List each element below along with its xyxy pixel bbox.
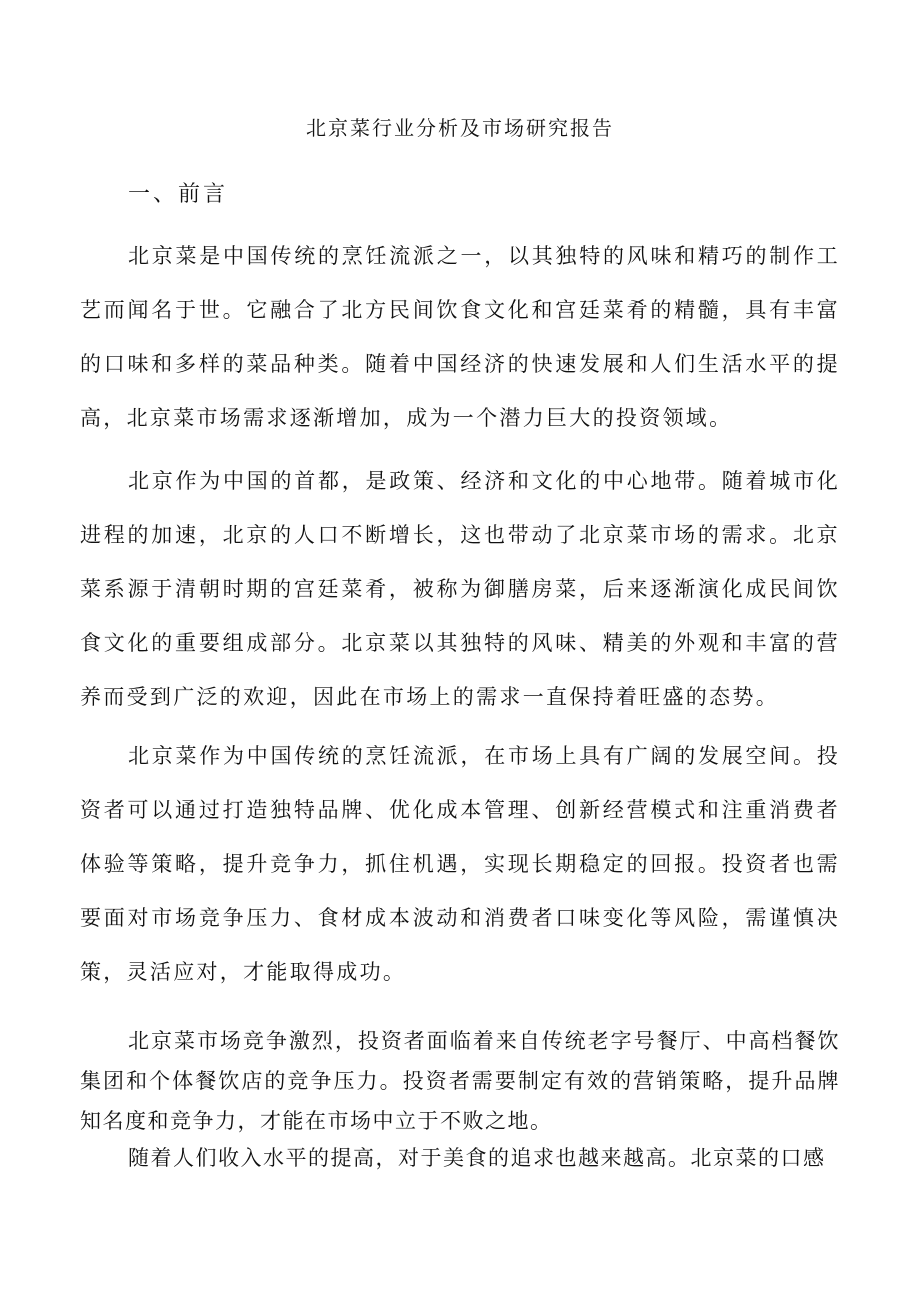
paragraph: 随着人们收入水平的提高，对于美食的追求也越来越高。北京菜的口感 [128,1146,826,1170]
paragraph: 北京菜市场竞争激烈，投资者面临着来自传统老字号餐厅、中高档餐饮集团和个体餐饮店的竞争压力。投资者需要制定有效的营销策略，提升品牌知名度和竞争力，才能在市场中立于不败之地。 [80,1029,840,1133]
section-heading: 一、前言 [128,182,229,207]
paragraph: 北京菜作为中国传统的烹饪流派，在市场上具有广阔的发展空间。投资者可以通过打造独特品牌、优化成本管理、创新经营模式和注重消费者体验等策略，提升竞争力，抓住机遇，实现长期稳定的回报。投资者也需要面对市场竞争压力、食材成本波动和消费者口味变化等风险，需谨慎决策，灵活应对，才能取得成功。 [80,744,840,984]
paragraph: 北京作为中国的首都，是政策、经济和文化的中心地带。随着城市化进程的加速，北京的人口不断增长，这也带动了北京菜市场的需求。北京菜系源于清朝时期的宫廷菜肴，被称为御膳房菜，后来逐渐演化成民间饮食文化的重要组成部分。北京菜以其独特的风味、精美的外观和丰富的营养而受到广泛的欢迎，因此在市场上的需求一直保持着旺盛的态势。 [80,469,840,709]
document-title: 北京菜行业分析及市场研究报告 [306,116,614,140]
paragraph: 北京菜是中国传统的烹饪流派之一，以其独特的风味和精巧的制作工艺而闻名于世。它融合了北方民间饮食文化和宫廷菜肴的精髓，具有丰富的口味和多样的菜品种类。随着中国经济的快速发展和人们生活水平的提高，北京菜市场需求逐渐增加，成为一个潜力巨大的投资领域。 [80,244,840,430]
